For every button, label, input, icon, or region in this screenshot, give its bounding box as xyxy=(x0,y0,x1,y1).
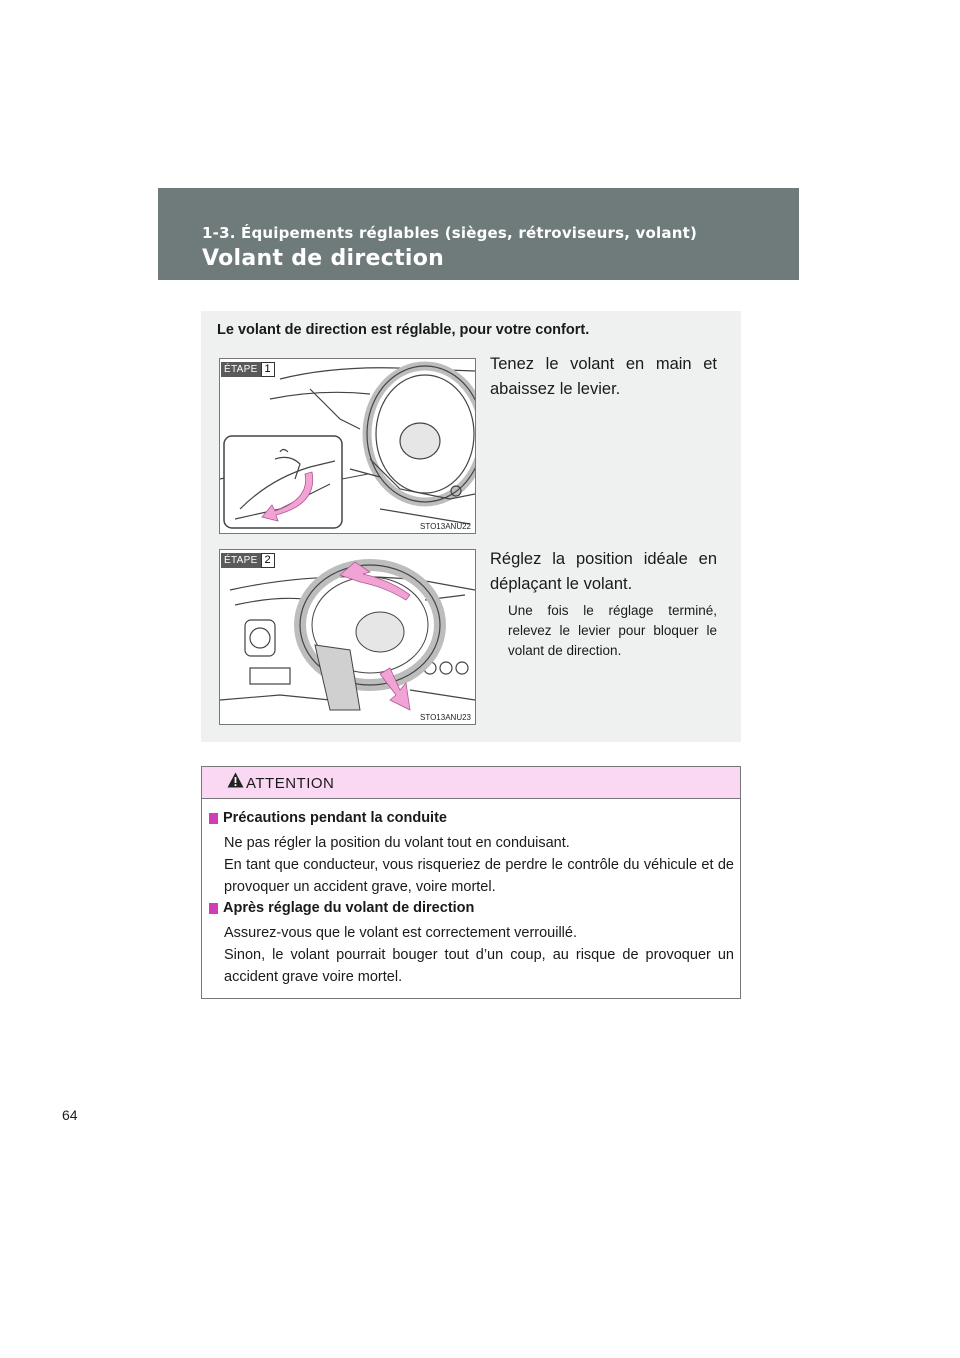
figure-code: STO13ANU22 xyxy=(420,522,471,531)
page-title: Volant de direction xyxy=(202,246,445,271)
step-number: 2 xyxy=(261,553,275,568)
step-number: 1 xyxy=(261,362,275,377)
warning-icon xyxy=(227,772,244,788)
step-2-illustration xyxy=(219,549,476,725)
step-2-badge xyxy=(221,553,275,568)
attention-line: Ne pas régler la position du volant tout en conduisant. xyxy=(224,835,570,851)
attention-title: ATTENTION xyxy=(246,775,335,792)
square-bullet-icon xyxy=(209,903,218,914)
step-2-text: Réglez la position idéale en déplaçant le volant. xyxy=(490,550,717,593)
content-box xyxy=(201,311,741,742)
step-2-note: Une fois le réglage terminé, relevez le levier pour bloquer le volant de direction. xyxy=(508,603,717,658)
intro-text: Le volant de direction est réglable, pour votre confort. xyxy=(217,322,590,338)
attention-item-heading xyxy=(209,900,734,916)
attention-item-text xyxy=(209,832,734,898)
attention-header xyxy=(202,767,740,799)
figure-code: STO13ANU23 xyxy=(420,713,471,722)
attention-box xyxy=(201,766,741,999)
attention-line: Sinon, le volant pourrait bouger tout d’un coup, au risque de provoquer un accident grave voire mortel. xyxy=(224,947,734,985)
attention-item-heading-text: Après réglage du volant de direction xyxy=(223,900,475,916)
section-title: 1-3. Équipements réglables (sièges, rétroviseurs, volant) xyxy=(202,224,698,242)
step-1-badge xyxy=(221,362,275,377)
steering-lever-drawing xyxy=(220,359,476,534)
steering-wheel-drawing xyxy=(220,550,476,725)
attention-item-text xyxy=(209,922,734,988)
attention-item-heading-text: Précautions pendant la conduite xyxy=(223,810,447,826)
attention-item-heading xyxy=(209,810,734,826)
step-word: ÉTAPE xyxy=(221,362,261,377)
step-word: ÉTAPE xyxy=(221,553,261,568)
square-bullet-icon xyxy=(209,813,218,824)
attention-line: En tant que conducteur, vous risqueriez de perdre le contrôle du véhicule et de provoquer un accident grave, voire mortel. xyxy=(224,857,734,895)
page-number: 64 xyxy=(62,1107,78,1123)
header-band xyxy=(158,188,799,280)
attention-item xyxy=(209,810,734,898)
step-1-illustration xyxy=(219,358,476,534)
step-1-text: Tenez le volant en main et abaissez le levier. xyxy=(490,355,717,398)
attention-item xyxy=(209,900,734,988)
attention-line: Assurez-vous que le volant est correctement verrouillé. xyxy=(224,925,577,941)
